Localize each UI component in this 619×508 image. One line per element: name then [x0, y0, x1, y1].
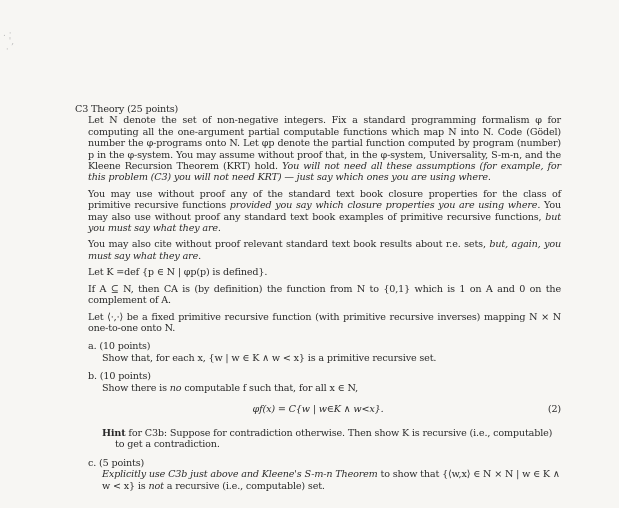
equation-formula: φf(x) = C{w | w∈K ∧ w<x}. [252, 403, 384, 415]
closure-italic-2: but you must say what they are. [88, 211, 561, 235]
closure-paragraph [88, 189, 561, 235]
problem-heading: C3 Theory (25 points) [75, 104, 179, 115]
part-b-emphasis: no [169, 382, 182, 394]
closure-text-2: You may also use without proof any standard text book examples of primitive recursive functions, [88, 200, 562, 223]
part-c-text-mid: to show that {⟨w,x⟩ ∈ N × N | w ∈ K ∧ w < x} is [102, 469, 560, 492]
equation-2 [75, 404, 561, 418]
intro-paragraph [88, 115, 561, 183]
part-c-text-end: a recursive (i.e., computable) set. [166, 480, 325, 492]
definition-k: Let K =def {p ∈ N | φp(p) is defined}. [88, 267, 268, 279]
re-sets-italic: but, again, you must say what they are. [88, 239, 561, 262]
definition-characteristic-function: If A ⊆ N, then CA is (by definition) the function from N to {0,1} which is 1 on A and 0 on the complement of A. [88, 283, 561, 307]
hint-text: for C3b: Suppose for contradiction otherwise. Then show K is recursive (i.e., computable) [128, 427, 553, 439]
part-b-label: b. (10 points) [88, 371, 151, 383]
closure-italic-1: provided you say which closure properties you are using where. [229, 200, 541, 212]
problem-document [75, 104, 561, 492]
hint-block [102, 428, 561, 439]
scan-marks: . · ', · [3, 29, 15, 55]
hint-continuation: to get a contradiction. [115, 439, 220, 451]
intro-italic-note: You will not need all these assumptions (for example, for this problem (C3) you will not need KRT) — just say which ones you are using where. [88, 161, 561, 184]
closure-text-1: You may use without proof any of the standard text book closure properties for the class of primitive recursive functions [88, 188, 561, 212]
hint-label: Hint [102, 427, 126, 439]
part-c-emphasis: Explicitly use C3b just above and Kleene's S-m-n Theorem [102, 469, 378, 481]
equation-number: (2) [547, 403, 561, 415]
part-c-body [102, 469, 561, 492]
re-sets-paragraph [88, 239, 561, 262]
part-c-not: not [148, 480, 164, 492]
intro-text: Let N denote the set of non-negative integers. Fix a standard programming formalism φ for computing all the one-argument partial computable functions which map N into N. Code (Gödel) number the φ-programs onto N. Let φp denote the partial function computed by program (number) p in the φ-system. You may assume without proof that, in the φ-system, Universality, S-m-n, and the Kleene Recursion Theorem (KRT) hold. [88, 115, 561, 173]
part-b-text-pre: Show there is [102, 382, 167, 394]
re-sets-text: You may also cite without proof relevant standard text book results about r.e. sets, [88, 239, 486, 251]
definition-pairing-function: Let ⟨·,·⟩ be a fixed primitive recursive function (with primitive recursive inverses) mapping N × N one-to-one onto N. [88, 311, 561, 334]
part-b-body [102, 383, 561, 394]
part-b-text-post: computable f such that, for all x ∈ N, [184, 382, 359, 394]
part-c-label: c. (5 points) [88, 457, 145, 469]
part-a-label: a. (10 points) [88, 341, 151, 353]
part-a-body: Show that, for each x, {w | w ∈ K ∧ w < x} is a primitive recursive set. [102, 352, 437, 364]
